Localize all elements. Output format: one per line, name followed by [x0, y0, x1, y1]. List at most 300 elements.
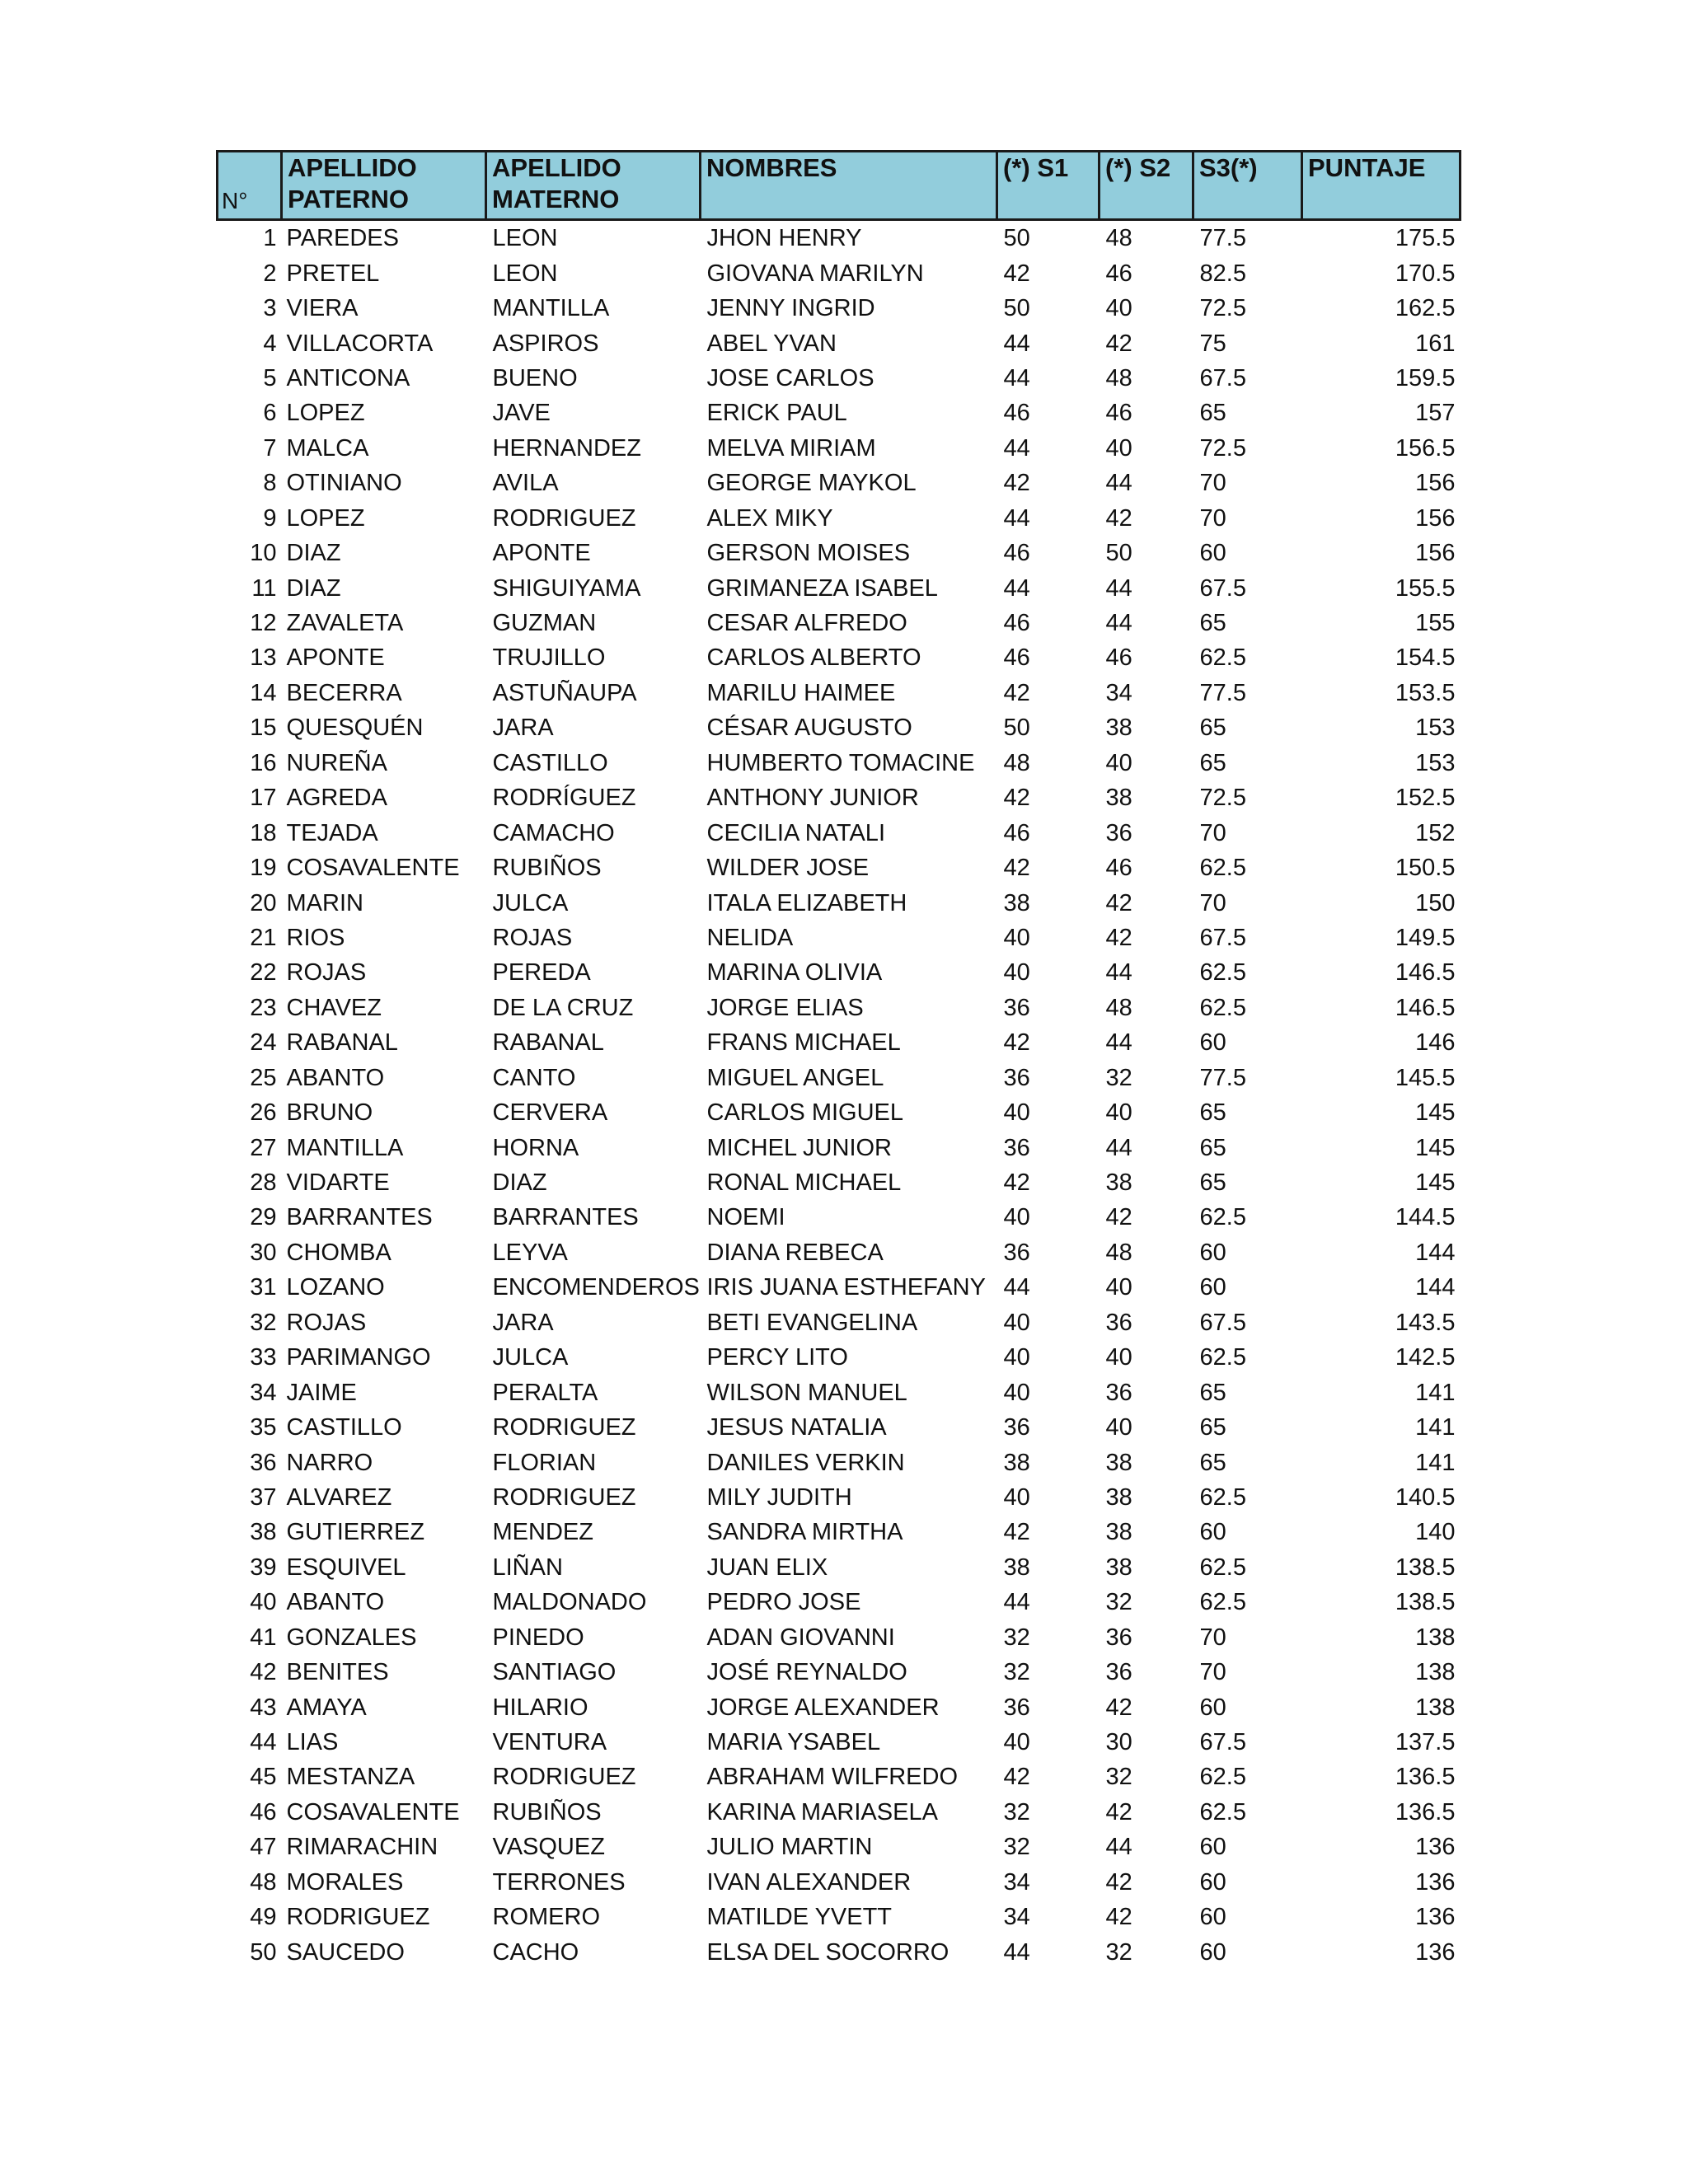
cell-puntaje: 156 [1415, 470, 1456, 497]
cell-s2: 38 [1105, 1483, 1132, 1511]
header-puntaje: PUNTAJE [1302, 152, 1461, 220]
cell-s3: 60 [1199, 540, 1226, 567]
cell-nombres: ELSA DEL SOCORRO [706, 1938, 950, 1966]
cell-apellido-paterno: BENITES [286, 1659, 389, 1686]
cell-number: 32 [250, 1309, 277, 1336]
cell-apellido-materno: TRUJILLO [492, 644, 606, 672]
cell-s3: 72.5 [1199, 295, 1246, 322]
cell-puntaje: 138 [1415, 1659, 1456, 1686]
cell-s3: 60 [1199, 1834, 1226, 1861]
table-row [218, 991, 1461, 1025]
cell-number: 29 [250, 1204, 277, 1231]
cell-nombres: KARINA MARIASELA [706, 1798, 938, 1825]
cell-apellido-materno: SHIGUIYAMA [492, 574, 641, 602]
cell-apellido-paterno: RODRIGUEZ [286, 1904, 430, 1931]
cell-s3: 60 [1199, 1868, 1226, 1896]
cell-apellido-paterno: RIMARACHIN [286, 1834, 438, 1861]
cell-nombres: ERICK PAUL [706, 400, 847, 427]
cell-nombres: MARIA YSABEL [706, 1729, 881, 1756]
cell-puntaje: 145 [1415, 1134, 1456, 1161]
cell-puntaje: 150 [1415, 889, 1456, 916]
cell-apellido-paterno: ABANTO [286, 1064, 385, 1091]
cell-s2: 44 [1105, 470, 1132, 497]
cell-apellido-paterno: TEJADA [286, 819, 378, 846]
cell-apellido-materno: RODRÍGUEZ [492, 785, 636, 812]
cell-apellido-materno: RABANAL [492, 1029, 604, 1057]
cell-nombres: ABEL YVAN [706, 330, 837, 357]
table-row [218, 606, 1461, 640]
cell-number: 30 [250, 1239, 277, 1266]
cell-s2: 40 [1105, 1274, 1132, 1301]
cell-s2: 38 [1105, 1449, 1132, 1476]
cell-s1: 44 [1003, 1938, 1030, 1966]
cell-s1: 42 [1003, 1169, 1030, 1197]
cell-number: 7 [263, 434, 277, 462]
cell-nombres: IVAN ALEXANDER [706, 1868, 912, 1896]
cell-apellido-materno: AVILA [492, 470, 559, 497]
cell-apellido-paterno: AGREDA [286, 785, 387, 812]
cell-number: 2 [263, 260, 277, 287]
cell-apellido-materno: RODRIGUEZ [492, 504, 636, 532]
cell-s2: 42 [1105, 1204, 1132, 1231]
cell-s3: 62.5 [1199, 959, 1246, 987]
cell-s2: 32 [1105, 1589, 1132, 1616]
cell-puntaje: 136.5 [1395, 1798, 1456, 1825]
cell-nombres: FRANS MICHAEL [706, 1029, 901, 1057]
cell-apellido-materno: HILARIO [492, 1694, 588, 1721]
cell-s3: 60 [1199, 1239, 1226, 1266]
table-row [218, 921, 1461, 955]
cell-s2: 40 [1105, 749, 1132, 776]
header-s3: S3(*) [1193, 152, 1302, 220]
cell-puntaje: 152 [1415, 819, 1456, 846]
cell-apellido-materno: CAMACHO [492, 819, 615, 846]
table-row [218, 1550, 1461, 1585]
cell-number: 3 [263, 295, 277, 322]
cell-s1: 40 [1003, 959, 1030, 987]
cell-s2: 38 [1105, 1519, 1132, 1546]
cell-number: 34 [250, 1379, 277, 1406]
cell-s2: 40 [1105, 1099, 1132, 1127]
cell-nombres: MILY JUDITH [706, 1483, 852, 1511]
cell-apellido-paterno: MARIN [286, 889, 363, 916]
cell-s3: 65 [1199, 610, 1226, 637]
cell-apellido-paterno: NARRO [286, 1449, 373, 1476]
table-row [218, 1655, 1461, 1690]
cell-s1: 42 [1003, 679, 1030, 706]
table-row [218, 1725, 1461, 1760]
cell-nombres: PERCY LITO [706, 1344, 848, 1371]
cell-s3: 75 [1199, 330, 1226, 357]
cell-number: 23 [250, 994, 277, 1021]
cell-apellido-materno: RODRIGUEZ [492, 1764, 636, 1791]
cell-puntaje: 144.5 [1395, 1204, 1456, 1231]
cell-nombres: GERSON MOISES [706, 540, 911, 567]
header-nombres: NOMBRES [701, 152, 997, 220]
cell-s2: 42 [1105, 1694, 1132, 1721]
cell-number: 13 [250, 644, 277, 672]
cell-apellido-paterno: SAUCEDO [286, 1938, 405, 1966]
cell-puntaje: 153 [1415, 715, 1456, 742]
cell-s2: 44 [1105, 1834, 1132, 1861]
cell-apellido-paterno: MORALES [286, 1868, 404, 1896]
cell-s1: 44 [1003, 574, 1030, 602]
cell-s3: 72.5 [1199, 785, 1246, 812]
cell-s2: 36 [1105, 1659, 1132, 1686]
cell-apellido-paterno: PRETEL [286, 260, 380, 287]
cell-s2: 46 [1105, 644, 1132, 672]
cell-number: 26 [250, 1099, 277, 1127]
cell-s2: 44 [1105, 959, 1132, 987]
cell-s2: 30 [1105, 1729, 1132, 1756]
cell-number: 9 [263, 504, 277, 532]
table-row [218, 1480, 1461, 1515]
cell-s1: 32 [1003, 1834, 1030, 1861]
cell-puntaje: 138 [1415, 1624, 1456, 1651]
cell-number: 21 [250, 924, 277, 951]
cell-apellido-materno: GUZMAN [492, 610, 597, 637]
cell-apellido-materno: DIAZ [492, 1169, 547, 1197]
cell-puntaje: 162.5 [1395, 295, 1456, 322]
cell-apellido-paterno: PAREDES [286, 225, 399, 252]
cell-s1: 44 [1003, 364, 1030, 391]
cell-apellido-paterno: AMAYA [286, 1694, 367, 1721]
cell-s2: 32 [1105, 1764, 1132, 1791]
cell-number: 46 [250, 1798, 277, 1825]
cell-apellido-materno: JAVE [492, 400, 551, 427]
cell-number: 25 [250, 1064, 277, 1091]
cell-nombres: ANTHONY JUNIOR [706, 785, 919, 812]
cell-apellido-paterno: DIAZ [286, 540, 341, 567]
cell-puntaje: 156 [1415, 504, 1456, 532]
cell-s1: 34 [1003, 1868, 1030, 1896]
cell-s3: 77.5 [1199, 1064, 1246, 1091]
cell-number: 28 [250, 1169, 277, 1197]
cell-s2: 36 [1105, 819, 1132, 846]
cell-nombres: BETI EVANGELINA [706, 1309, 918, 1336]
cell-s1: 40 [1003, 1729, 1030, 1756]
cell-s3: 65 [1199, 1414, 1226, 1441]
cell-apellido-materno: LEON [492, 260, 558, 287]
cell-apellido-materno: PINEDO [492, 1624, 584, 1651]
cell-s1: 44 [1003, 434, 1030, 462]
cell-apellido-paterno: OTINIANO [286, 470, 402, 497]
cell-number: 37 [250, 1483, 277, 1511]
cell-s2: 40 [1105, 1344, 1132, 1371]
cell-apellido-materno: BUENO [492, 364, 578, 391]
cell-apellido-paterno: LOPEZ [286, 504, 365, 532]
cell-nombres: JHON HENRY [706, 225, 862, 252]
cell-puntaje: 159.5 [1395, 364, 1456, 391]
cell-s1: 44 [1003, 330, 1030, 357]
cell-apellido-materno: RUBIÑOS [492, 1798, 602, 1825]
cell-nombres: MARILU HAIMEE [706, 679, 896, 706]
table-row [218, 1760, 1461, 1794]
cell-s3: 70 [1199, 1659, 1226, 1686]
table-row [218, 815, 1461, 850]
cell-s3: 65 [1199, 1169, 1226, 1197]
cell-apellido-paterno: JAIME [286, 1379, 357, 1406]
cell-s1: 40 [1003, 1309, 1030, 1336]
cell-puntaje: 136 [1415, 1868, 1456, 1896]
cell-nombres: GEORGE MAYKOL [706, 470, 917, 497]
cell-s1: 36 [1003, 1414, 1030, 1441]
cell-nombres: JULIO MARTIN [706, 1834, 873, 1861]
cell-s1: 50 [1003, 295, 1030, 322]
cell-nombres: JORGE ELIAS [706, 994, 864, 1021]
cell-number: 36 [250, 1449, 277, 1476]
cell-apellido-materno: JULCA [492, 1344, 569, 1371]
cell-puntaje: 145 [1415, 1099, 1456, 1127]
cell-number: 1 [263, 225, 277, 252]
cell-number: 17 [250, 785, 277, 812]
cell-s1: 46 [1003, 819, 1030, 846]
cell-apellido-materno: PERALTA [492, 1379, 598, 1406]
cell-s2: 40 [1105, 434, 1132, 462]
cell-number: 4 [263, 330, 277, 357]
cell-puntaje: 136 [1415, 1904, 1456, 1931]
cell-apellido-materno: RUBIÑOS [492, 855, 602, 882]
cell-apellido-materno: APONTE [492, 540, 591, 567]
cell-apellido-materno: FLORIAN [492, 1449, 597, 1476]
cell-s2: 42 [1105, 504, 1132, 532]
cell-nombres: CESAR ALFREDO [706, 610, 907, 637]
cell-s2: 42 [1105, 1798, 1132, 1825]
cell-nombres: RONAL MICHAEL [706, 1169, 902, 1197]
cell-apellido-paterno: ABANTO [286, 1589, 385, 1616]
cell-puntaje: 161 [1415, 330, 1456, 357]
cell-s2: 42 [1105, 1904, 1132, 1931]
cell-apellido-materno: LEYVA [492, 1239, 568, 1266]
cell-apellido-paterno: APONTE [286, 644, 385, 672]
table-row [218, 1445, 1461, 1479]
cell-number: 42 [250, 1659, 277, 1686]
cell-apellido-paterno: ZAVALETA [286, 610, 404, 637]
cell-puntaje: 142.5 [1395, 1344, 1456, 1371]
cell-apellido-materno: HORNA [492, 1134, 579, 1161]
cell-s2: 36 [1105, 1309, 1132, 1336]
cell-puntaje: 152.5 [1395, 785, 1456, 812]
cell-number: 48 [250, 1868, 277, 1896]
cell-s1: 40 [1003, 1379, 1030, 1406]
cell-s3: 72.5 [1199, 434, 1246, 462]
cell-puntaje: 145 [1415, 1169, 1456, 1197]
cell-apellido-paterno: MALCA [286, 434, 369, 462]
cell-apellido-materno: JARA [492, 715, 554, 742]
cell-number: 8 [263, 470, 277, 497]
cell-s1: 42 [1003, 260, 1030, 287]
cell-apellido-paterno: GONZALES [286, 1624, 417, 1651]
cell-number: 12 [250, 610, 277, 637]
cell-s3: 62.5 [1199, 1764, 1246, 1791]
table-row [218, 361, 1461, 396]
cell-s2: 44 [1105, 1134, 1132, 1161]
cell-number: 5 [263, 364, 277, 391]
cell-apellido-materno: RODRIGUEZ [492, 1414, 636, 1441]
table-row [218, 1025, 1461, 1060]
table-row [218, 466, 1461, 500]
cell-s3: 62.5 [1199, 1798, 1246, 1825]
table-row [218, 746, 1461, 780]
cell-s3: 62.5 [1199, 1204, 1246, 1231]
cell-number: 50 [250, 1938, 277, 1966]
cell-s2: 38 [1105, 1169, 1132, 1197]
table-header [218, 152, 1461, 220]
cell-puntaje: 170.5 [1395, 260, 1456, 287]
cell-s3: 82.5 [1199, 260, 1246, 287]
cell-nombres: MATILDE YVETT [706, 1904, 893, 1931]
results-table [216, 150, 1461, 1970]
cell-s2: 38 [1105, 1554, 1132, 1581]
cell-puntaje: 144 [1415, 1274, 1456, 1301]
cell-nombres: MIGUEL ANGEL [706, 1064, 884, 1091]
cell-puntaje: 157 [1415, 400, 1456, 427]
cell-nombres: MELVA MIRIAM [706, 434, 876, 462]
cell-nombres: IRIS JUANA ESTHEFANY [706, 1274, 986, 1301]
cell-puntaje: 141 [1415, 1379, 1456, 1406]
cell-number: 18 [250, 819, 277, 846]
cell-apellido-paterno: LOZANO [286, 1274, 385, 1301]
cell-apellido-materno: MANTILLA [492, 295, 610, 322]
header-apellido-materno: APELLIDO MATERNO [486, 152, 701, 220]
cell-s1: 42 [1003, 1764, 1030, 1791]
cell-s1: 36 [1003, 1134, 1030, 1161]
cell-number: 24 [250, 1029, 277, 1057]
cell-nombres: JORGE ALEXANDER [706, 1694, 940, 1721]
cell-s3: 67.5 [1199, 364, 1246, 391]
cell-apellido-paterno: ROJAS [286, 1309, 367, 1336]
cell-s1: 36 [1003, 1064, 1030, 1091]
cell-nombres: PEDRO JOSE [706, 1589, 861, 1616]
cell-puntaje: 150.5 [1395, 855, 1456, 882]
cell-s2: 40 [1105, 1414, 1132, 1441]
cell-apellido-materno: HERNANDEZ [492, 434, 641, 462]
cell-s1: 34 [1003, 1904, 1030, 1931]
table-row [218, 431, 1461, 466]
cell-s1: 40 [1003, 1344, 1030, 1371]
cell-s2: 42 [1105, 889, 1132, 916]
cell-s2: 32 [1105, 1938, 1132, 1966]
cell-s1: 44 [1003, 504, 1030, 532]
cell-number: 33 [250, 1344, 277, 1371]
cell-number: 49 [250, 1904, 277, 1931]
table-body [218, 220, 1461, 1970]
table-row [218, 1900, 1461, 1934]
cell-s2: 48 [1105, 364, 1132, 391]
table-row [218, 1585, 1461, 1619]
cell-apellido-paterno: VILLACORTA [286, 330, 434, 357]
cell-nombres: ALEX MIKY [706, 504, 833, 532]
cell-s3: 62.5 [1199, 1344, 1246, 1371]
cell-apellido-materno: MENDEZ [492, 1519, 593, 1546]
cell-s1: 46 [1003, 610, 1030, 637]
cell-puntaje: 138 [1415, 1694, 1456, 1721]
cell-puntaje: 138.5 [1395, 1554, 1456, 1581]
cell-s2: 42 [1105, 330, 1132, 357]
cell-apellido-materno: ASPIROS [492, 330, 599, 357]
cell-apellido-paterno: COSAVALENTE [286, 855, 460, 882]
cell-s3: 60 [1199, 1694, 1226, 1721]
cell-apellido-paterno: BECERRA [286, 679, 402, 706]
cell-number: 43 [250, 1694, 277, 1721]
cell-s2: 34 [1105, 679, 1132, 706]
table-row [218, 220, 1461, 256]
table-row [218, 1690, 1461, 1724]
cell-s1: 40 [1003, 924, 1030, 951]
cell-apellido-paterno: NUREÑA [286, 749, 387, 776]
cell-s1: 36 [1003, 994, 1030, 1021]
cell-apellido-paterno: LOPEZ [286, 400, 365, 427]
cell-puntaje: 136 [1415, 1834, 1456, 1861]
table-row [218, 255, 1461, 290]
cell-s1: 32 [1003, 1624, 1030, 1651]
cell-s3: 70 [1199, 889, 1226, 916]
cell-nombres: DANILES VERKIN [706, 1449, 905, 1476]
cell-nombres: CARLOS MIGUEL [706, 1099, 903, 1127]
cell-apellido-materno: ROJAS [492, 924, 573, 951]
cell-s2: 40 [1105, 295, 1132, 322]
cell-apellido-paterno: ROJAS [286, 959, 367, 987]
cell-apellido-materno: PEREDA [492, 959, 591, 987]
cell-s3: 62.5 [1199, 1589, 1246, 1616]
table-row [218, 1340, 1461, 1375]
cell-puntaje: 136 [1415, 1938, 1456, 1966]
cell-s3: 62.5 [1199, 644, 1246, 672]
cell-number: 27 [250, 1134, 277, 1161]
cell-number: 6 [263, 400, 277, 427]
table-row [218, 1375, 1461, 1409]
cell-s2: 36 [1105, 1624, 1132, 1651]
cell-s1: 50 [1003, 225, 1030, 252]
header-s2: (*) S2 [1100, 152, 1193, 220]
cell-s3: 67.5 [1199, 574, 1246, 602]
cell-apellido-paterno: VIERA [286, 295, 359, 322]
cell-s1: 36 [1003, 1239, 1030, 1266]
table-row [218, 1795, 1461, 1830]
table-row [218, 1235, 1461, 1270]
cell-puntaje: 138.5 [1395, 1589, 1456, 1616]
cell-apellido-materno: ENCOMENDEROS [492, 1274, 700, 1301]
cell-apellido-paterno: ANTICONA [286, 364, 410, 391]
cell-puntaje: 153.5 [1395, 679, 1456, 706]
cell-s2: 46 [1105, 400, 1132, 427]
cell-s1: 44 [1003, 1274, 1030, 1301]
table-row [218, 326, 1461, 360]
cell-s1: 50 [1003, 715, 1030, 742]
cell-apellido-paterno: LIAS [286, 1729, 339, 1756]
table-row [218, 1305, 1461, 1340]
cell-apellido-materno: CACHO [492, 1938, 579, 1966]
cell-s2: 32 [1105, 1064, 1132, 1091]
cell-s3: 62.5 [1199, 855, 1246, 882]
cell-puntaje: 175.5 [1395, 225, 1456, 252]
cell-apellido-materno: JULCA [492, 889, 569, 916]
cell-puntaje: 140 [1415, 1519, 1456, 1546]
cell-apellido-paterno: QUESQUÉN [286, 715, 424, 742]
table-row [218, 1165, 1461, 1200]
cell-s2: 48 [1105, 225, 1132, 252]
cell-s3: 77.5 [1199, 679, 1246, 706]
cell-s1: 42 [1003, 1519, 1030, 1546]
cell-s2: 36 [1105, 1379, 1132, 1406]
cell-apellido-materno: LEON [492, 225, 558, 252]
table-row [218, 640, 1461, 675]
cell-puntaje: 146.5 [1395, 959, 1456, 987]
table-row [218, 1865, 1461, 1900]
cell-nombres: JUAN ELIX [706, 1554, 828, 1581]
cell-puntaje: 143.5 [1395, 1309, 1456, 1336]
cell-number: 15 [250, 715, 277, 742]
